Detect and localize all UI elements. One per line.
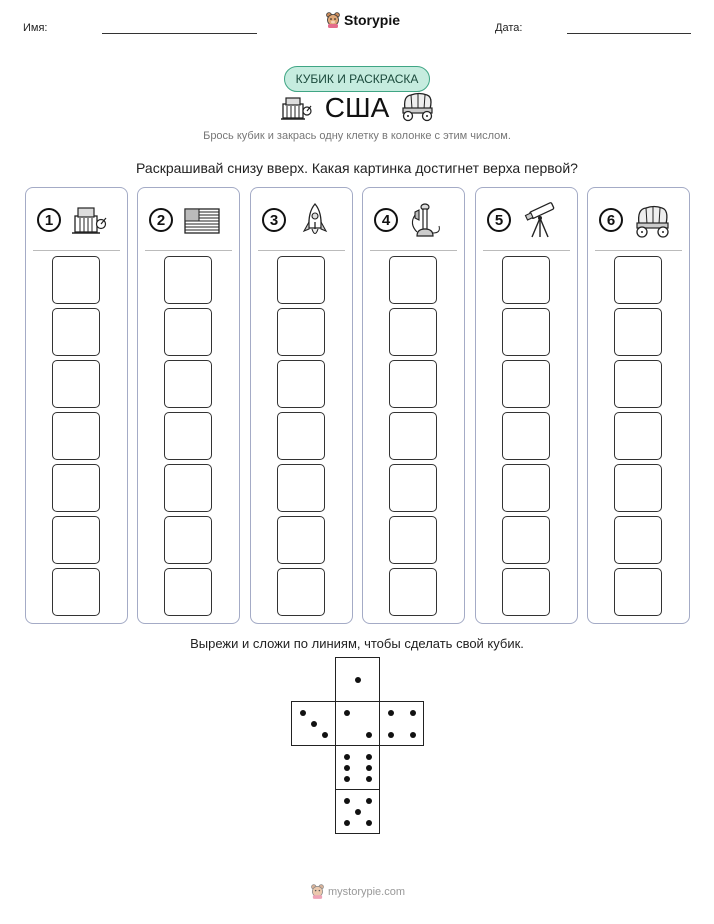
column-divider: [33, 250, 120, 251]
footer-url[interactable]: mystorypie.com: [328, 885, 406, 898]
telescope-icon: [520, 202, 560, 240]
color-cell[interactable]: [277, 256, 325, 304]
color-cell[interactable]: [164, 412, 212, 460]
color-cell[interactable]: [389, 464, 437, 512]
die-pip: [344, 710, 350, 716]
die-pip: [344, 820, 350, 826]
die-face-6[interactable]: [335, 745, 380, 790]
color-cell[interactable]: [502, 360, 550, 408]
date-line[interactable]: [567, 33, 691, 34]
color-cell[interactable]: [389, 308, 437, 356]
color-cell[interactable]: [389, 568, 437, 616]
activity-badge: КУБИК И РАСКРАСКА: [284, 66, 430, 92]
color-cell[interactable]: [389, 360, 437, 408]
color-cell[interactable]: [277, 516, 325, 564]
cotton-gin-icon: [70, 202, 110, 240]
color-cell[interactable]: [614, 568, 662, 616]
color-cell[interactable]: [502, 464, 550, 512]
column-number: 3: [262, 208, 286, 232]
color-cell[interactable]: [164, 360, 212, 408]
color-cell[interactable]: [614, 308, 662, 356]
color-cell[interactable]: [164, 464, 212, 512]
color-cell[interactable]: [52, 308, 100, 356]
die-pip: [410, 732, 416, 738]
color-cell[interactable]: [614, 516, 662, 564]
column-number: 4: [374, 208, 398, 232]
color-cell[interactable]: [277, 568, 325, 616]
color-cell[interactable]: [277, 412, 325, 460]
column-number: 1: [37, 208, 61, 232]
name-label: Имя:: [23, 22, 48, 34]
name-line[interactable]: [102, 33, 257, 34]
footer: [311, 884, 405, 899]
die-pip: [344, 798, 350, 804]
die-pip: [388, 710, 394, 716]
die-pip: [366, 765, 372, 771]
color-cell[interactable]: [277, 464, 325, 512]
instruction: Раскрашивай снизу вверх. Какая картинка достигнет верха первой?: [136, 160, 578, 176]
color-cell[interactable]: [502, 568, 550, 616]
color-cell[interactable]: [502, 412, 550, 460]
die-pip: [344, 776, 350, 782]
color-cell[interactable]: [502, 516, 550, 564]
color-cell[interactable]: [502, 256, 550, 304]
color-cell[interactable]: [164, 568, 212, 616]
die-pip: [410, 710, 416, 716]
die-pip: [366, 820, 372, 826]
color-cell[interactable]: [52, 568, 100, 616]
color-cell[interactable]: [389, 516, 437, 564]
column-2: [137, 187, 240, 624]
color-cell[interactable]: [277, 360, 325, 408]
brand-logo: [326, 12, 400, 28]
color-cell[interactable]: [502, 308, 550, 356]
brand-name: Storypie: [344, 12, 401, 28]
die-pip: [311, 721, 317, 727]
us-flag-icon: [182, 202, 222, 240]
color-cell[interactable]: [52, 360, 100, 408]
column-divider: [258, 250, 345, 251]
column-4: [362, 187, 465, 624]
die-face-5[interactable]: [335, 789, 380, 834]
column-1: [25, 187, 128, 624]
column-divider: [483, 250, 570, 251]
color-cell[interactable]: [164, 516, 212, 564]
die-pip: [322, 732, 328, 738]
bear-icon: [326, 12, 340, 28]
covered-wagon-icon: [399, 92, 435, 122]
die-pip: [366, 754, 372, 760]
die-pip: [366, 732, 372, 738]
color-cell[interactable]: [389, 256, 437, 304]
column-5: [475, 187, 578, 624]
color-cell[interactable]: [52, 256, 100, 304]
candlestick-telephone-icon: [407, 202, 447, 240]
column-6: [587, 187, 690, 624]
die-pip: [344, 754, 350, 760]
date-label: Дата:: [495, 22, 523, 34]
rocket-icon: [295, 202, 335, 240]
color-cell[interactable]: [614, 412, 662, 460]
column-number: 2: [149, 208, 173, 232]
bear-icon: [311, 884, 324, 899]
die-pip: [355, 809, 361, 815]
color-cell[interactable]: [389, 412, 437, 460]
subtitle: Брось кубик и закрась одну клетку в колонке с этим числом.: [203, 130, 511, 142]
die-pip: [366, 798, 372, 804]
color-cell[interactable]: [52, 464, 100, 512]
die-face-4[interactable]: [379, 701, 424, 746]
color-cell[interactable]: [614, 464, 662, 512]
column-number: 5: [487, 208, 511, 232]
die-face-2[interactable]: [335, 701, 380, 746]
column-number: 6: [599, 208, 623, 232]
column-divider: [595, 250, 682, 251]
die-pip: [355, 677, 361, 683]
cut-instruction: Вырежи и сложи по линиям, чтобы сделать свой кубик.: [190, 636, 524, 651]
color-cell[interactable]: [164, 308, 212, 356]
die-face-3[interactable]: [291, 701, 336, 746]
color-cell[interactable]: [164, 256, 212, 304]
die-pip: [366, 776, 372, 782]
column-divider: [370, 250, 457, 251]
color-cell[interactable]: [614, 360, 662, 408]
die-pip: [344, 765, 350, 771]
column-divider: [145, 250, 232, 251]
color-cell[interactable]: [52, 516, 100, 564]
color-cell[interactable]: [52, 412, 100, 460]
page-title: США: [324, 92, 390, 123]
die-face-1[interactable]: [335, 657, 380, 702]
column-3: [250, 187, 353, 624]
color-cell[interactable]: [277, 308, 325, 356]
die-pip: [300, 710, 306, 716]
die-pip: [388, 732, 394, 738]
color-cell[interactable]: [614, 256, 662, 304]
covered-wagon-icon: [632, 202, 672, 240]
